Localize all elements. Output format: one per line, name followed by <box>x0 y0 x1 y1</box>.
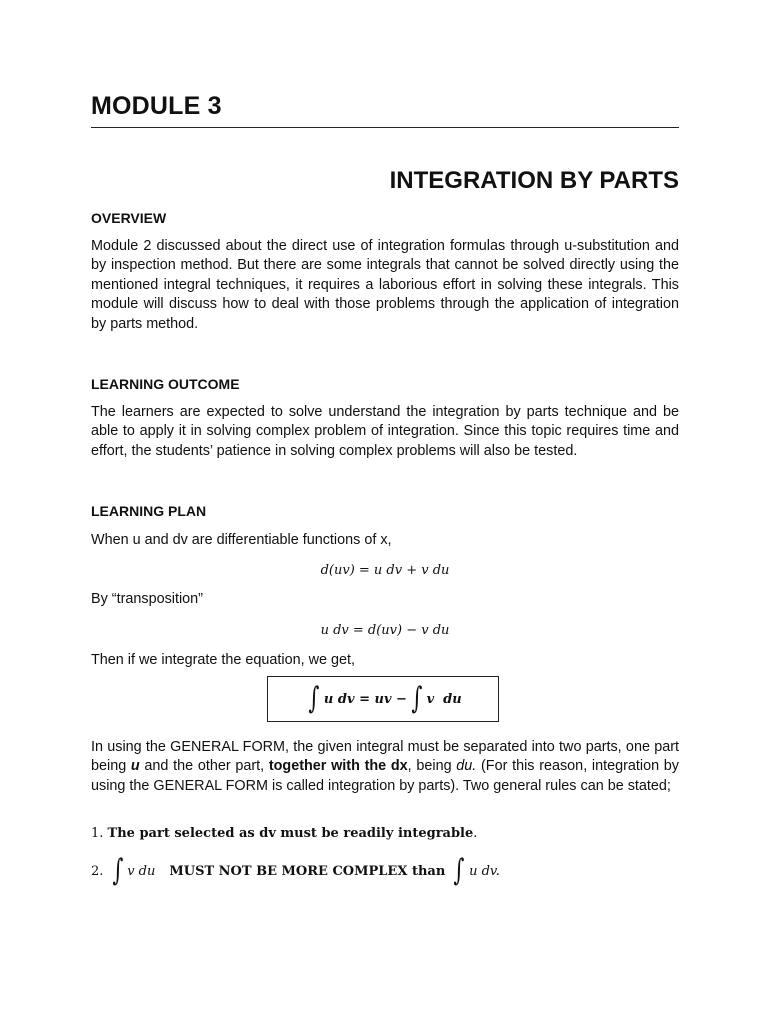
rule-2-number: 2. <box>91 863 104 879</box>
transposition-label: By “transposition” <box>91 591 203 607</box>
rule-2-expr-left: v du <box>127 863 156 879</box>
learning-plan-heading: LEARNING PLAN <box>91 503 207 519</box>
rule-2 <box>91 853 500 888</box>
overview-text: Module 2 discussed about the direct use of integration formulas through u-substitution and by inspection method. But there are some integrals that cannot be solved directly using the mentioned integral techniques, it requires a laborious effort in solving these integrals. This module will discuss how to deal with those problems through the application of integration by parts method. <box>91 238 679 332</box>
overview-heading: OVERVIEW <box>91 210 167 226</box>
chapter-title: INTEGRATION BY PARTS <box>389 167 679 194</box>
formula-right: v du <box>426 691 462 707</box>
general-form-paragraph <box>91 738 679 796</box>
integrate-line: Then if we integrate the equation, we get, <box>91 652 355 668</box>
rule-2-text: MUST NOT BE MORE COMPLEX than <box>169 863 446 879</box>
general-form-text-4: (For this reason, integration by using the GENERAL FORM is called integration by parts). Two general rules can be stated; <box>91 758 679 794</box>
general-form-du: du. <box>456 758 477 775</box>
rule-1-number: 1. <box>91 826 104 841</box>
general-form-dx-bold: together with the dx <box>268 758 408 775</box>
module-title: MODULE 3 <box>91 92 222 120</box>
learning-outcome-text: The learners are expected to solve understand the integration by parts technique and be able to apply it in solving complex problem of integration. Since this topic requires time and effort, the students’ patience in solving complex problems will also be tested. <box>91 404 679 459</box>
integral-sign-icon: ∫ <box>411 681 423 716</box>
general-form-text-3: , being <box>407 758 457 775</box>
equation-transposed: u dv = d(uv) − v du <box>320 623 450 638</box>
title-divider <box>91 127 679 128</box>
formula-left: u dv = uv − <box>323 691 407 707</box>
integral-sign-icon: ∫ <box>453 853 465 888</box>
rule-1-end: . <box>473 826 478 841</box>
equation-differential-product: d(uv) = u dv + v du <box>320 563 450 578</box>
integral-sign-icon: ∫ <box>308 681 320 716</box>
rule-1 <box>91 826 477 841</box>
learning-plan-intro: When u and dv are differentiable functions of x, <box>91 532 392 548</box>
rule-1-text: The part selected as dv must be readily integrable <box>107 826 474 841</box>
integration-by-parts-formula-box <box>267 676 499 722</box>
general-form-u: u <box>130 758 140 775</box>
rule-2-expr-right: u dv. <box>469 863 500 879</box>
learning-outcome-heading: LEARNING OUTCOME <box>91 376 240 392</box>
integral-sign-icon: ∫ <box>111 853 123 888</box>
general-form-text-2: and the other part, <box>139 758 269 775</box>
general-form-text-1: In using the GENERAL FORM, the given integral must be separated into two parts, one part being <box>91 739 679 775</box>
